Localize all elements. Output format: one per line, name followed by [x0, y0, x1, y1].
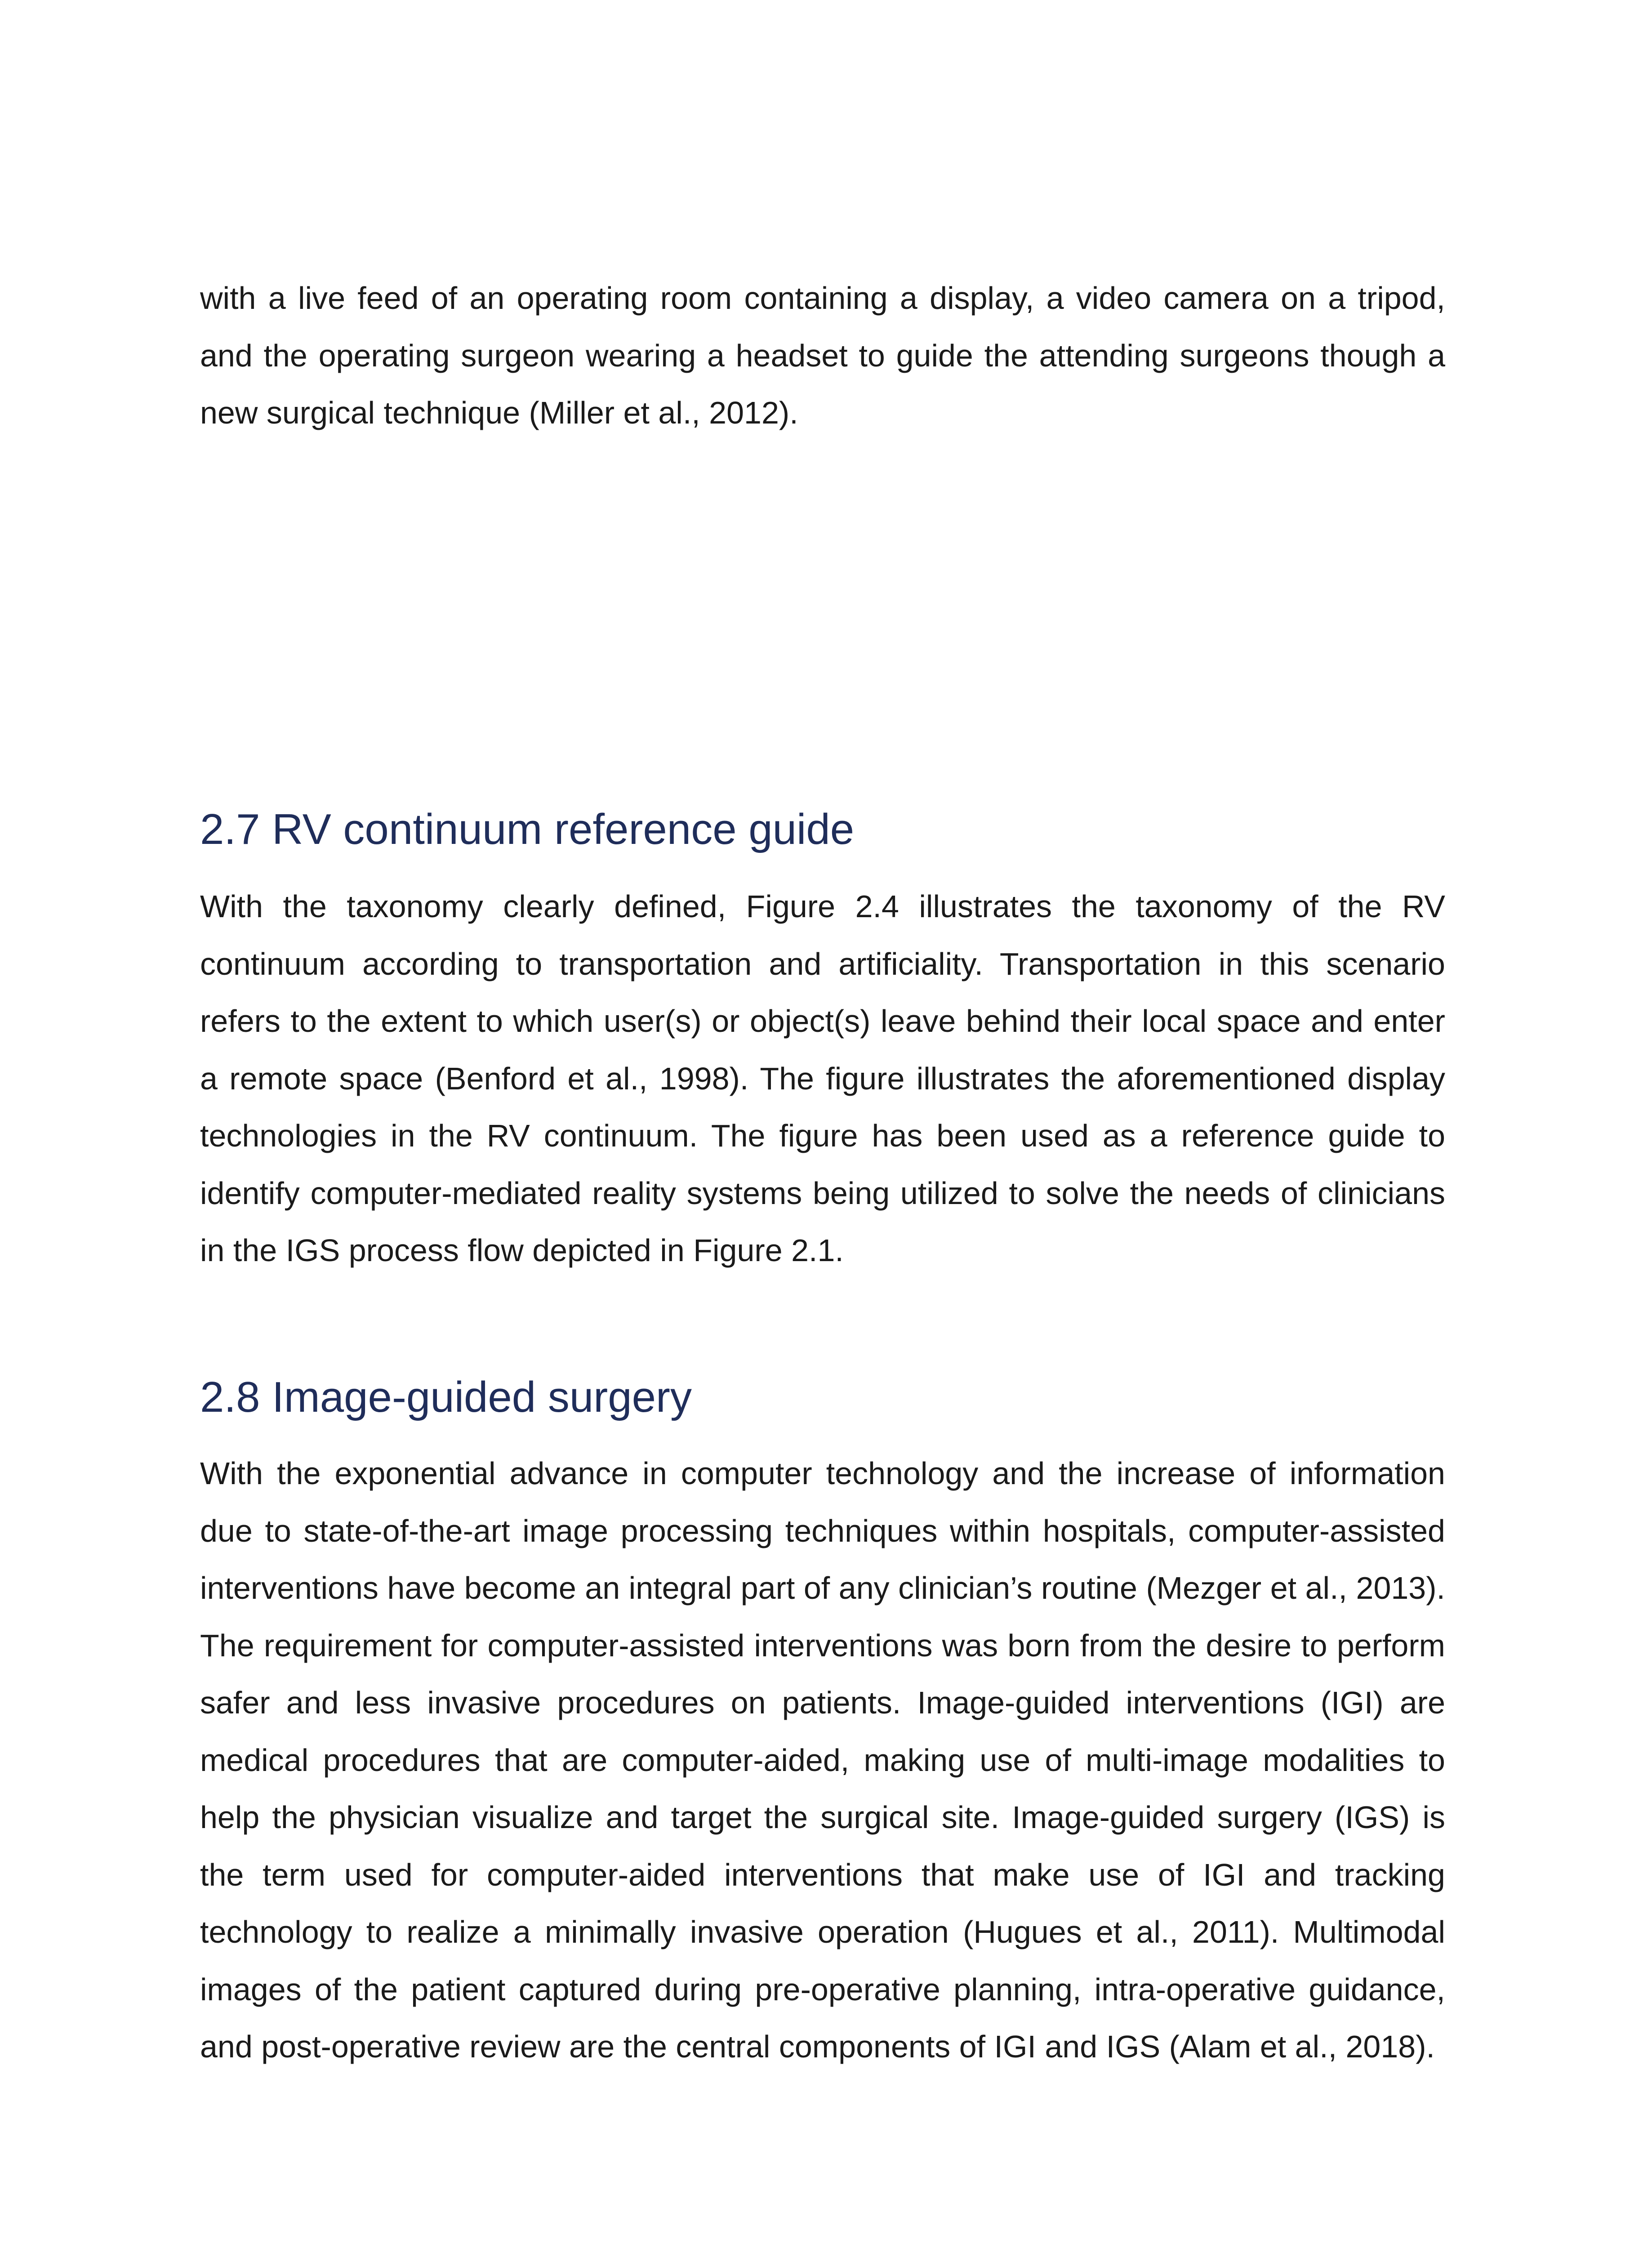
section-2-7-paragraph: With the taxonomy clearly defined, Figure 2.4 illustrates the taxonomy of the RV continuum according to transportation and artificiality. Transportation in this scenario refers to the extent to which user(s) or object(s) leave behind their local space and enter a remote space (Benford et al., 1998). The figure illustrates the aforementioned display technologies in the RV continuum. The figure has been used as a reference guide to identify computer-mediated reality systems being utilized to solve the needs of clinicians in the IGS process flow depicted in Figure 2.1. — [200, 889, 1445, 1268]
intro-paragraph: with a live feed of an operating room containing a display, a video camera on a tripod, and the operating surgeon wearing a headset to guide the attending surgeons though a new surgical technique (Miller et al., 2012). — [200, 281, 1445, 430]
section-2-8-heading: 2.8 Image-guided surgery — [200, 1373, 692, 1421]
section-2-8-paragraph: With the exponential advance in computer technology and the increase of information due to state-of-the-art image processing techniques within hospitals, computer-assisted interventions have become an integral part of any clinician’s routine (Mezger et al., 2013). The requirement for computer-assisted interventions was born from the desire to perform safer and less invasive procedures on patients. Image-guided interventions (IGI) are medical procedures that are computer-aided, making use of multi-image modalities to help the physician visualize and target the surgical site. Image-guided surgery (IGS) is the term used for computer-aided interventions that make use of IGI and tracking technology to realize a minimally invasive operation (Hugues et al., 2011). Multimodal images of the patient captured during pre-operative planning, intra-operative guidance, and post-operative review are the central components of IGI and IGS (Alam et al., 2018). — [200, 1456, 1445, 2064]
section-2-7-heading: 2.7 RV continuum reference guide — [200, 805, 855, 853]
